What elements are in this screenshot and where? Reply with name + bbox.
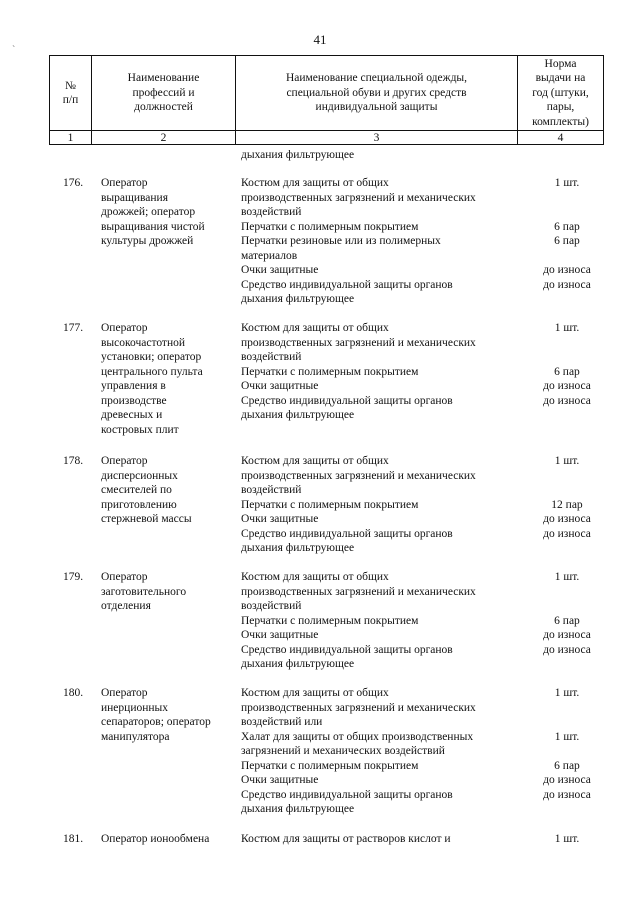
issue-norm: до износа — [543, 788, 591, 801]
profession-line: Оператор ионообмена — [101, 833, 210, 845]
equipment-line: Средство индивидуальной защиты органов — [241, 643, 453, 656]
continuation-text: дыхания фильтрующее — [241, 149, 355, 161]
profession-line: выращивания — [101, 191, 169, 204]
profession-line: Оператор — [101, 455, 148, 467]
equipment-line: Перчатки с полимерным покрытием — [241, 498, 419, 511]
equipment-item — [241, 263, 591, 278]
equipment-item — [241, 512, 591, 527]
equipment-line: Халат для защиты от общих производственных — [241, 730, 474, 743]
profession-line: древесных и — [101, 409, 163, 421]
equipment-line: Костюм для защиты от общих — [241, 177, 389, 189]
equipment-line: производственных загрязнений и механических — [241, 585, 476, 598]
equipment-item — [241, 527, 591, 556]
issue-norm: до износа — [543, 774, 591, 786]
equipment-list — [241, 321, 591, 423]
equipment-line: Перчатки резиновые или из полимерных — [241, 235, 441, 247]
equipment-item — [241, 759, 580, 774]
issue-norm: 1 шт. — [554, 687, 580, 699]
issue-norm: до износа — [543, 264, 591, 276]
equipment-line: Перчатки с полимерным покрытием — [241, 759, 419, 772]
issue-norm: до износа — [543, 394, 591, 407]
table-header — [49, 55, 604, 145]
profession-name — [101, 321, 237, 437]
profession-line: инерционных — [101, 701, 169, 714]
equipment-line: Костюм для защиты от общих — [241, 571, 389, 583]
equipment-list — [241, 570, 591, 672]
entry-number: 179. — [63, 571, 84, 583]
equipment-line: Костюм для защиты от растворов кислот и — [241, 833, 451, 845]
equipment-item — [241, 220, 580, 235]
equipment-line: Перчатки с полимерным покрытием — [241, 614, 419, 627]
equipment-line: дыхания фильтрующее — [241, 293, 355, 305]
issue-norm: 6 пар — [554, 614, 580, 627]
issue-norm: до износа — [543, 380, 591, 392]
equipment-line: дыхания фильтрующее — [241, 542, 355, 554]
issue-norm: 6 пар — [554, 759, 580, 772]
equipment-line: дыхания фильтрующее — [241, 658, 355, 670]
header-number-4: 4 — [518, 131, 604, 145]
equipment-item — [241, 454, 580, 498]
issue-norm: до износа — [543, 527, 591, 540]
equipment-line: Костюм для защиты от общих — [241, 687, 389, 699]
equipment-line: Очки защитные — [241, 380, 319, 392]
profession-line: центрального пульта — [101, 365, 203, 378]
equipment-line: Очки защитные — [241, 513, 319, 525]
profession-line: высокочастотной — [101, 336, 186, 349]
profession-line: Оператор — [101, 177, 148, 189]
equipment-list — [241, 454, 591, 556]
issue-norm: до износа — [543, 278, 591, 291]
equipment-line: Средство индивидуальной защиты органов — [241, 788, 453, 801]
equipment-line: производственных загрязнений и механических — [241, 191, 476, 204]
equipment-line: Костюм для защиты от общих — [241, 455, 389, 467]
issue-norm: до износа — [543, 629, 591, 641]
profession-line: смесителей по — [101, 484, 172, 496]
equipment-line: Очки защитные — [241, 774, 319, 786]
equipment-line: воздействий или — [241, 716, 323, 728]
issue-norm: 1 шт. — [554, 730, 580, 743]
header-col-equipment: Наименование специальной одежды, специальной обуви и других средств индивидуальной защиты — [236, 56, 518, 131]
equipment-line: производственных загрязнений и механических — [241, 701, 476, 714]
profession-line: Оператор — [101, 322, 148, 334]
equipment-list — [241, 176, 591, 307]
equipment-item — [241, 628, 591, 643]
profession-line: сепараторов; оператор — [101, 716, 211, 728]
profession-line: Оператор — [101, 571, 148, 583]
equipment-item — [241, 614, 580, 629]
issue-norm: 1 шт. — [554, 322, 580, 334]
profession-name — [101, 686, 237, 744]
issue-norm: 1 шт. — [554, 571, 580, 583]
profession-name — [101, 570, 237, 614]
profession-line: производстве — [101, 394, 167, 407]
entry-number: 176. — [63, 177, 84, 189]
profession-name — [101, 832, 237, 847]
profession-line: дисперсионных — [101, 469, 178, 482]
entry-number: 180. — [63, 687, 84, 699]
equipment-item — [241, 278, 591, 307]
equipment-item — [241, 570, 580, 614]
equipment-line: Средство индивидуальной защиты органов — [241, 394, 453, 407]
issue-norm: 1 шт. — [554, 455, 580, 467]
equipment-item — [241, 788, 591, 817]
equipment-line: воздействий — [241, 351, 302, 363]
equipment-line: воздействий — [241, 206, 302, 218]
issue-norm: до износа — [543, 513, 591, 525]
issue-norm: 1 шт. — [554, 177, 580, 189]
entry-number: 177. — [63, 322, 84, 334]
equipment-item — [241, 379, 591, 394]
equipment-item — [241, 686, 580, 730]
equipment-line: Средство индивидуальной защиты органов — [241, 527, 453, 540]
entry-number: 178. — [63, 455, 84, 467]
issue-norm: 1 шт. — [554, 833, 580, 845]
profession-line: культуры дрожжей — [101, 235, 194, 247]
issue-norm: 6 пар — [554, 365, 580, 378]
profession-line: манипулятора — [101, 730, 170, 743]
equipment-line: производственных загрязнений и механических — [241, 336, 476, 349]
issue-norm: 6 пар — [554, 235, 580, 247]
profession-line: Оператор — [101, 687, 148, 699]
scan-mark: ` — [12, 45, 16, 56]
equipment-line: Очки защитные — [241, 264, 319, 276]
issue-norm: 12 пар — [551, 498, 583, 511]
equipment-line: дыхания фильтрующее — [241, 803, 355, 815]
header-col-norm: Норма выдачи на год (штуки, пары, комплекты) — [518, 56, 604, 131]
page-number: 41 — [313, 32, 327, 47]
equipment-list — [241, 832, 580, 847]
profession-line: приготовлению — [101, 498, 177, 511]
issue-norm: до износа — [543, 643, 591, 656]
equipment-item — [241, 832, 580, 847]
header-col-number: № п/п — [50, 56, 92, 131]
equipment-line: Перчатки с полимерным покрытием — [241, 220, 419, 233]
equipment-item — [241, 365, 580, 380]
profession-line: отделения — [101, 600, 151, 612]
header-number-1: 1 — [50, 131, 92, 145]
equipment-line: Перчатки с полимерным покрытием — [241, 365, 419, 378]
profession-line: костровых плит — [101, 423, 179, 436]
equipment-item — [241, 321, 580, 365]
equipment-line: Очки защитные — [241, 629, 319, 641]
entry-number: 181. — [63, 833, 84, 845]
equipment-line: материалов — [241, 249, 298, 262]
header-col-profession: Наименование профессий и должностей — [92, 56, 236, 131]
profession-name — [101, 454, 237, 527]
equipment-item — [241, 730, 580, 759]
equipment-list — [241, 686, 591, 817]
profession-name — [101, 176, 237, 249]
profession-line: выращивания чистой — [101, 220, 205, 233]
equipment-line: воздействий — [241, 600, 302, 612]
equipment-item — [241, 394, 591, 423]
profession-line: управления в — [101, 380, 166, 392]
equipment-line: загрязнений и механических воздействий — [241, 745, 445, 757]
profession-line: установки; оператор — [101, 351, 202, 363]
equipment-line: Костюм для защиты от общих — [241, 322, 389, 334]
equipment-item — [241, 643, 591, 672]
profession-line: заготовительного — [101, 585, 187, 598]
equipment-line: Средство индивидуальной защиты органов — [241, 278, 453, 291]
header-number-3: 3 — [236, 131, 518, 145]
issue-norm: 6 пар — [554, 220, 580, 233]
profession-line: стержневой массы — [101, 513, 192, 525]
equipment-line: дыхания фильтрующее — [241, 409, 355, 421]
equipment-line: воздействий — [241, 484, 302, 496]
equipment-item — [241, 773, 591, 788]
header-number-2: 2 — [92, 131, 236, 145]
equipment-item — [241, 498, 583, 513]
equipment-item — [241, 234, 580, 263]
equipment-line: производственных загрязнений и механических — [241, 469, 476, 482]
profession-line: дрожжей; оператор — [101, 206, 196, 218]
equipment-item — [241, 176, 580, 220]
